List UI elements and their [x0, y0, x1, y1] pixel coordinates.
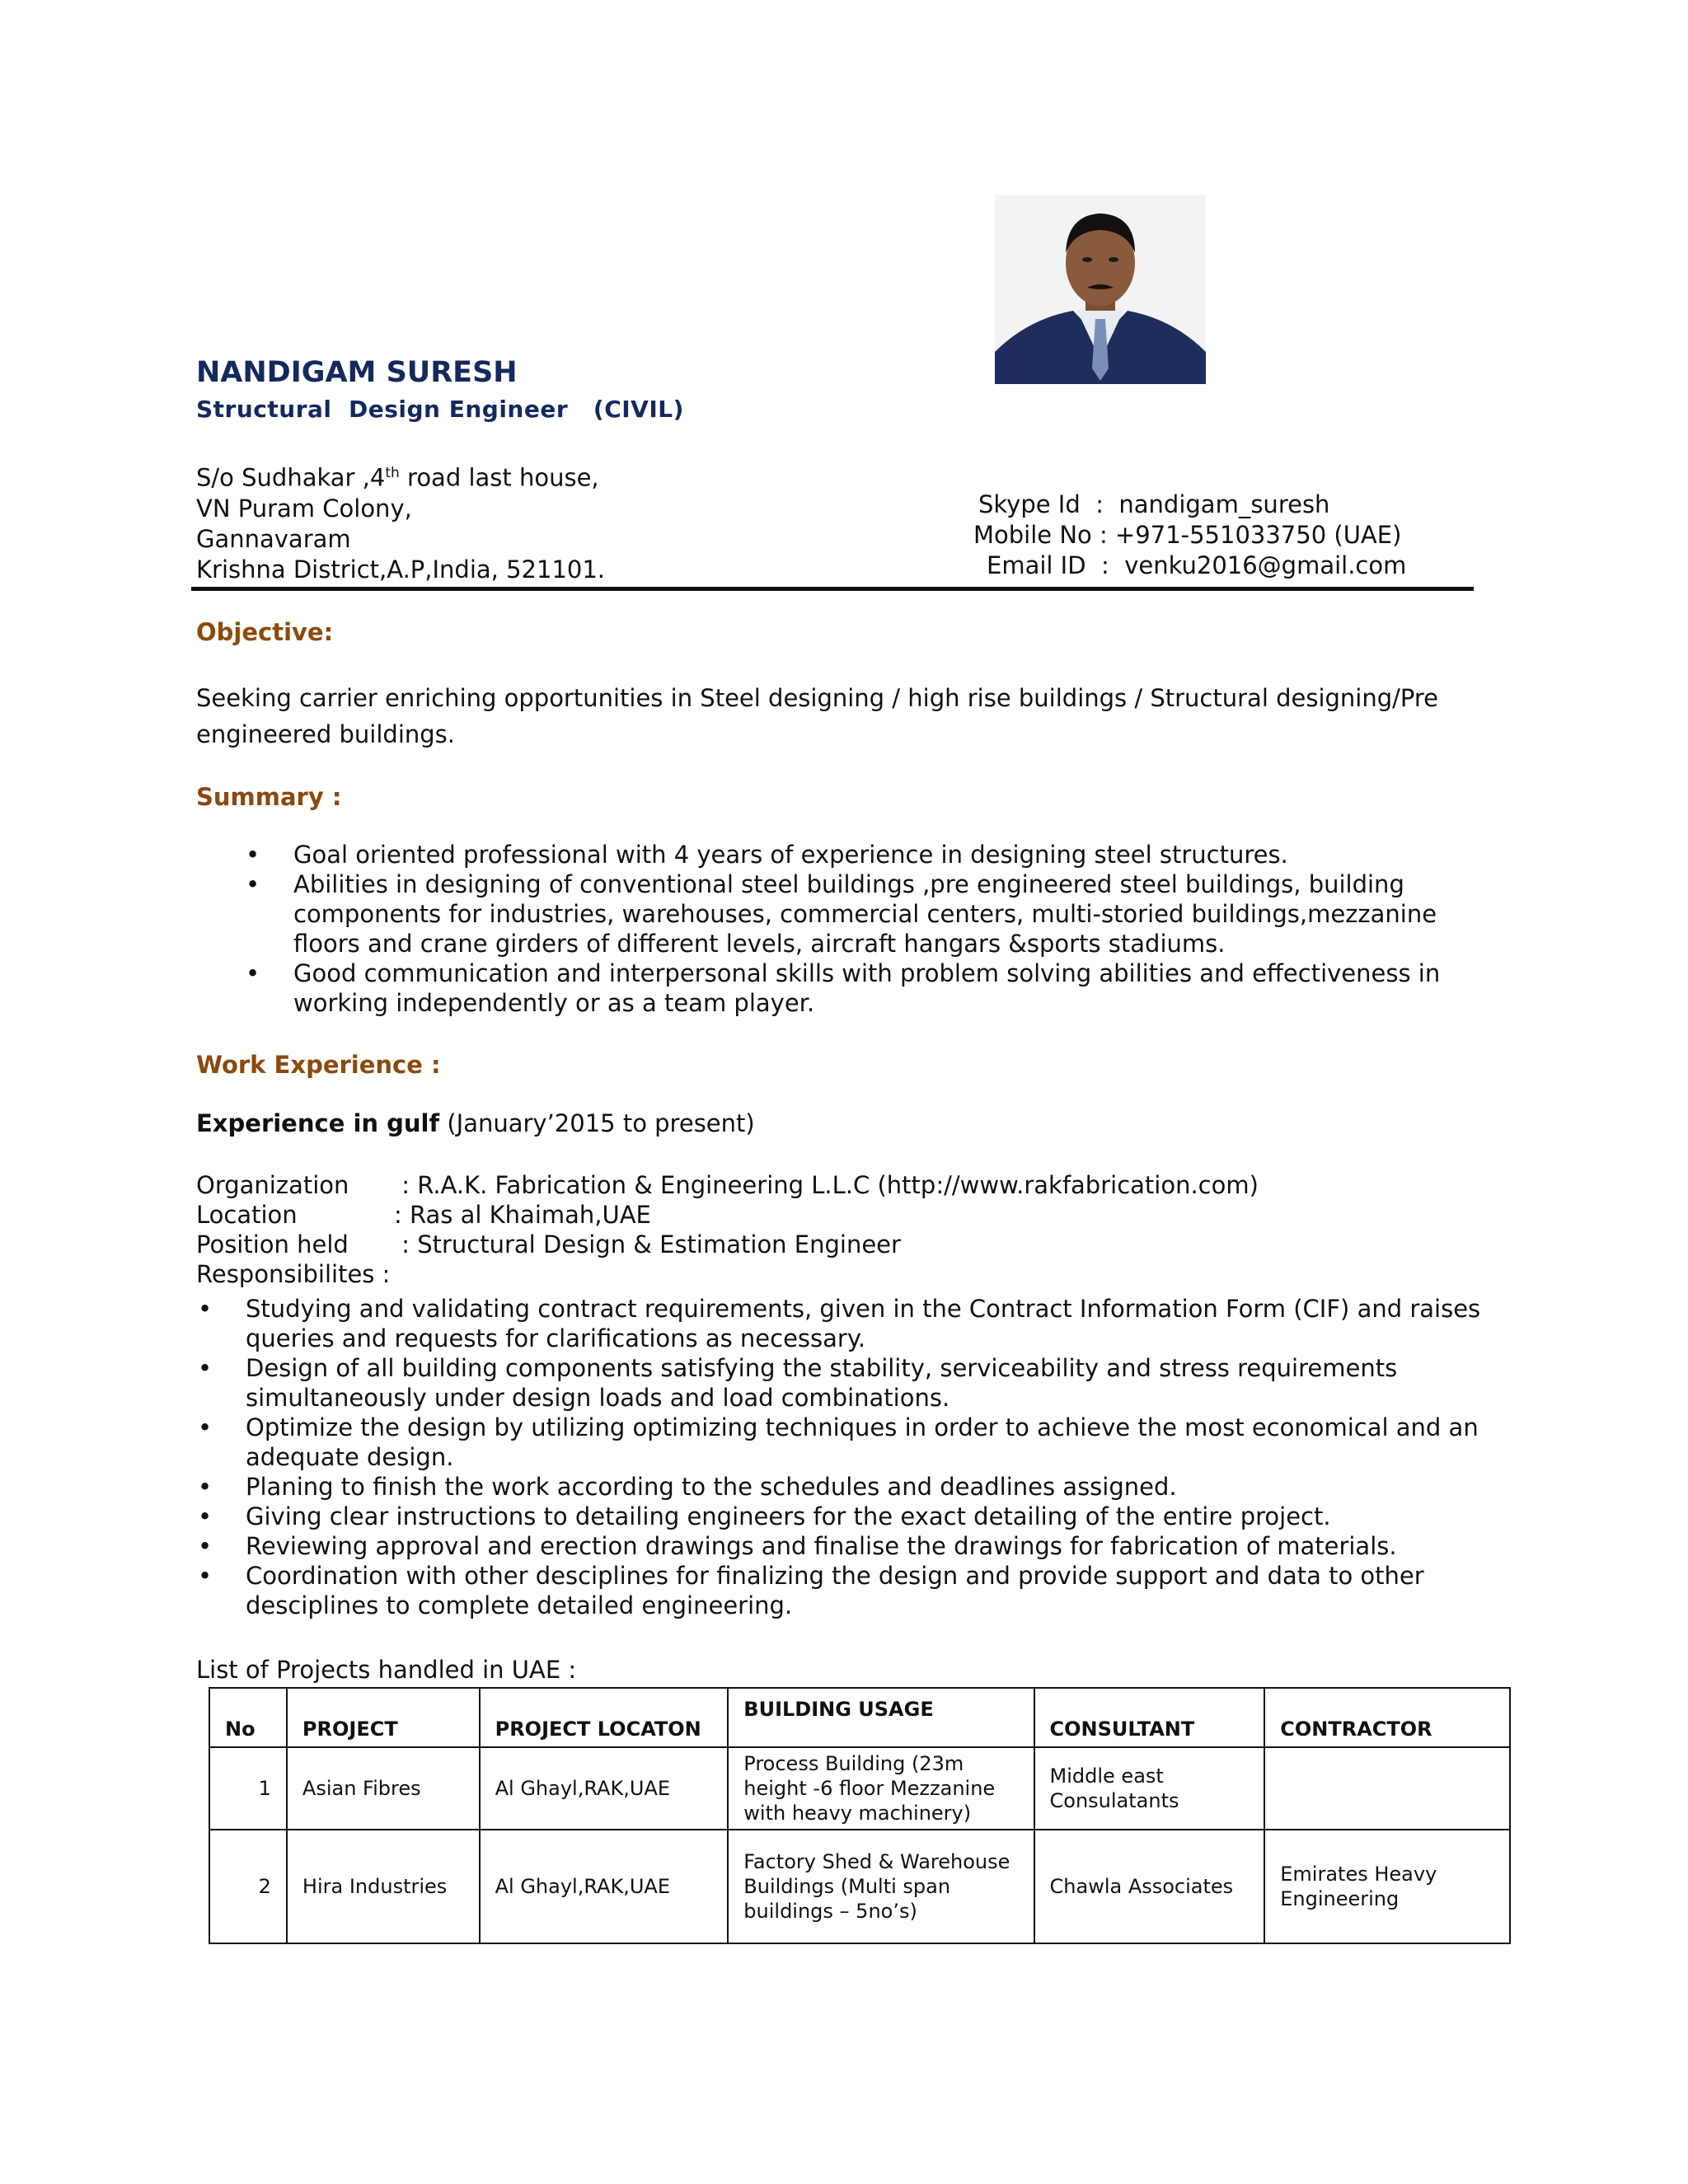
responsibility-item: • Coordination with other desciplines for finalizing the design and provide support and data to other desciplines to complete detailed engineering.	[198, 1562, 1424, 1619]
position-row: Position held : Structural Design & Estimation Engineer	[196, 1230, 901, 1258]
responsibility-item: • Design of all building components satisfying the stability, serviceability and stress requirements simultaneously under design loads and load combinations.	[198, 1354, 1398, 1412]
responsibilities-label: Responsibilites :	[196, 1260, 391, 1288]
contact-skype: Skype Id : nandigam_suresh	[978, 490, 1330, 518]
summary-list	[239, 840, 1475, 1018]
projects-table	[209, 1687, 1511, 1944]
cell-location: Al Ghayl,RAK,UAE	[480, 1747, 729, 1830]
address-line-2: VN Puram Colony,	[196, 494, 412, 523]
responsibilities-list	[196, 1294, 1482, 1620]
column-header-location: PROJECT LOCATON	[480, 1688, 729, 1747]
candidate-name: NANDIGAM SURESH	[196, 356, 518, 389]
profile-photo	[995, 195, 1206, 384]
column-header-project: PROJECT	[287, 1688, 480, 1747]
work-heading: Work Experience :	[196, 1051, 441, 1079]
column-header-consultant: CONSULTANT	[1034, 1688, 1265, 1747]
cell-consultant: Middle east Consulatants	[1034, 1747, 1265, 1830]
summary-item: • Good communication and interpersonal skills with problem solving abilities and effectiveness in working independently or as a team player.	[246, 959, 1441, 1017]
summary-item: • Abilities in designing of conventional steel buildings ,pre engineered steel buildings, building components for industries, warehouses, commercial centers, multi-storied buildings,mezzanine floors and crane girders of different levels, aircraft hangars &sports stadiums.	[246, 870, 1437, 958]
gulf-experience: Experience in gulf (January’2015 to present)	[196, 1109, 755, 1137]
responsibility-item: • Giving clear instructions to detailing engineers for the exact detailing of the entire project.	[198, 1502, 1331, 1530]
location-row: Location : Ras al Khaimah,UAE	[196, 1201, 651, 1229]
objective-text: Seeking carrier enriching opportunities in Steel designing / high rise buildings / Structural designing/Pre engineered buildings.	[196, 684, 1439, 748]
cell-location: Al Ghayl,RAK,UAE	[480, 1830, 729, 1943]
summary-item: • Goal oriented professional with 4 years of experience in designing steel structures.	[246, 841, 1288, 869]
cell-usage: Process Building (23m height -6 floor Mezzanine with heavy machinery)	[728, 1747, 1034, 1830]
responsibility-item: • Optimize the design by utilizing optimizing techniques in order to achieve the most economical and an adequate design.	[198, 1413, 1479, 1471]
address-line-1: S/o Sudhakar ,4th road last house,	[196, 463, 599, 492]
table-row	[209, 1747, 1510, 1830]
cell-contractor: Emirates Heavy Engineering	[1264, 1830, 1510, 1943]
contact-email: Email ID : venku2016@gmail.com	[987, 551, 1407, 579]
cell-no: 2	[209, 1830, 287, 1943]
cell-consultant: Chawla Associates	[1034, 1830, 1265, 1943]
table-row	[209, 1830, 1510, 1943]
cell-project: Asian Fibres	[287, 1747, 480, 1830]
responsibility-item: • Planing to finish the work according to the schedules and deadlines assigned.	[198, 1473, 1177, 1501]
objective-heading: Objective:	[196, 618, 334, 646]
address-block	[196, 458, 605, 585]
column-header-usage: BUILDING USAGE	[728, 1688, 1034, 1747]
cell-usage: Factory Shed & Warehouse Buildings (Multi span buildings – 5no’s)	[728, 1830, 1034, 1943]
summary-heading: Summary :	[196, 783, 342, 811]
contact-mobile: Mobile No : +971-551033750 (UAE)	[973, 521, 1402, 549]
address-line-4: Krishna District,A.P,India, 521101.	[196, 555, 606, 583]
projects-caption: List of Projects handled in UAE :	[196, 1656, 577, 1684]
table-header-row	[209, 1688, 1510, 1747]
column-header-contractor: CONTRACTOR	[1264, 1688, 1510, 1747]
address-line-3: Gannavaram	[196, 524, 351, 553]
column-header-no: No	[209, 1688, 287, 1747]
organization-row: Organization : R.A.K. Fabrication & Engineering L.L.C (http://www.rakfabrication.com)	[196, 1171, 1259, 1199]
cell-no: 1	[209, 1747, 287, 1830]
header-divider	[191, 587, 1474, 591]
cell-contractor	[1264, 1747, 1510, 1830]
responsibility-item: • Reviewing approval and erection drawings and finalise the drawings for fabrication of materials.	[198, 1532, 1397, 1560]
cell-project: Hira Industries	[287, 1830, 480, 1943]
responsibility-item: • Studying and validating contract requirements, given in the Contract Information Form (CIF) and raises queries and requests for clarifications as necessary.	[198, 1295, 1481, 1352]
candidate-title: Structural Design Engineer (CIVIL)	[196, 396, 684, 423]
